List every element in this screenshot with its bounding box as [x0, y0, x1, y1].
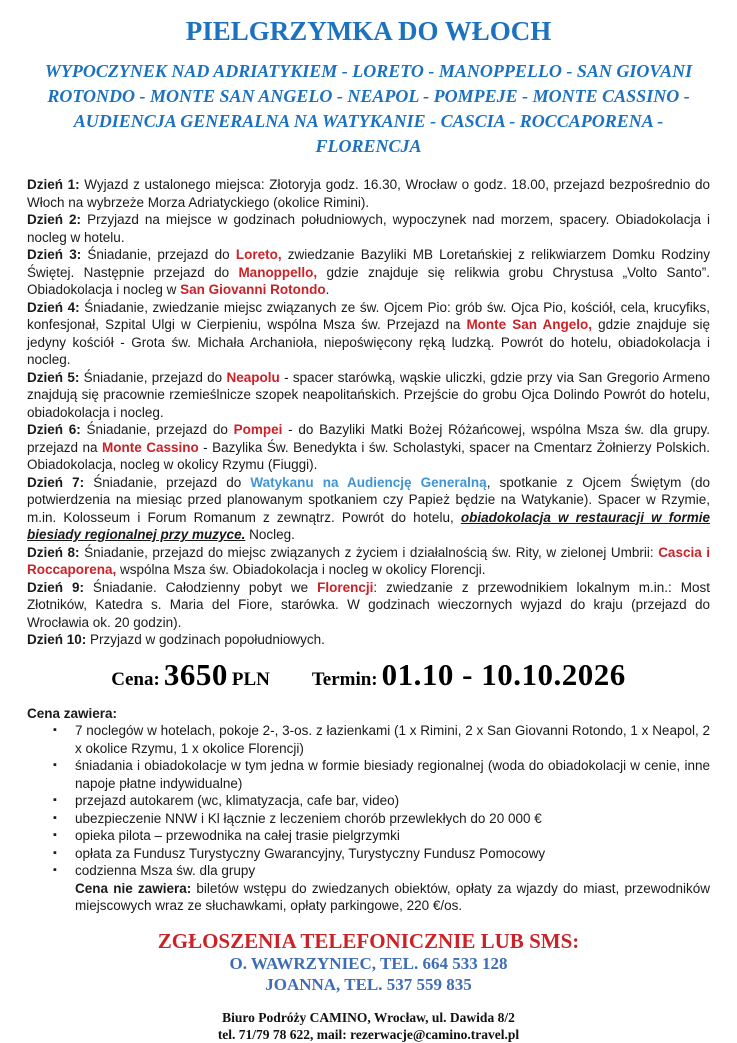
- day-text-segment: Monte Cassino: [101, 439, 199, 455]
- includes-item: ▪ opłata za Fundusz Turystyczny Gwarancyjny, Turystyczny Fundusz Pomocowy: [27, 845, 710, 863]
- day-text-segment: Nocleg.: [245, 527, 295, 542]
- day-text-segment: Florencji: [317, 579, 374, 595]
- excludes-text: biletów wstępu do zwiedzanych obiektów, opłaty za wjazdy do miast, przewodników miejscowych wraz ze słuchawkami, opłaty parkingowe, 220 €/os.: [75, 880, 710, 913]
- day-text-segment: obiadokolacja w restauracji w formie biesiady regionalnej przy muzyce.: [27, 509, 711, 542]
- day-text-segment: , spotkanie z Ojcem Świętym (do potwierdzenia na miesiąc przed planowanym spotkaniem czy Papież będzie na Watykanie). Spacer w Rzymie, m.in. Kolosseum i Forum Romanum z zewnątrz. Powrót do hotelu,: [27, 474, 710, 525]
- day-label: Dzień 5:: [27, 369, 80, 385]
- flyer-page: [0, 16, 737, 1040]
- day-label: Dzień 4:: [27, 299, 80, 315]
- itinerary-day-8: [27, 544, 710, 579]
- day-text-segment: zwiedzanie Bazyliki MB Loretańskiej z relikwiarzem Domku Rodziny Świętej. Następnie przejazd do: [27, 247, 710, 280]
- subtitle-line: ROTONDO - MONTE SAN ANGELO - NEAPOL - POMPEJE - MONTE CASSINO -: [47, 86, 690, 106]
- day-label: Dzień 6:: [27, 422, 81, 437]
- day-text-segment: Przyjazd na miejsce w godzinach południowych, wypoczynek nad morzem, spacery. Obiadokolacja i nocleg w hotelu.: [27, 212, 710, 245]
- excludes-label: Cena nie zawiera:: [75, 880, 192, 896]
- contact-heading: ZGŁOSZENIA TELEFONICZNIE LUB SMS:: [157, 928, 580, 953]
- day-text-segment: Śniadanie, przejazd do: [81, 247, 236, 262]
- itinerary-day-1: [27, 176, 710, 211]
- price-value: 3650: [163, 656, 228, 692]
- includes-item: ▪ 7 noclegów w hotelach, pokoje 2-, 3-os. z łazienkami (1 x Rimini, 2 x San Giovanni Rotondo, 1 x Neapol, 2 x okolice Rzymu, 1 x okolice Florencji): [27, 722, 710, 757]
- day-label: Dzień 2:: [27, 212, 82, 227]
- subtitle-line: AUDIENCJA GENERALNA NA WATYKANIE - CASCIA - ROCCAPORENA -: [73, 111, 664, 131]
- office-address: [27, 1009, 710, 1043]
- includes-item: ▪ ubezpieczenie NNW i Kl łącznie z leczeniem chorób przewlekłych do 20 000 €: [27, 810, 710, 828]
- price-currency: PLN: [231, 668, 270, 690]
- day-label: Dzień 10:: [27, 632, 87, 647]
- includes-item: ▪ codzienna Msza św. dla grupy: [27, 862, 710, 880]
- page-title: PIELGRZYMKA DO WŁOCH: [185, 16, 552, 46]
- office-address-line2: tel. 71/79 78 622, mail: rezerwacje@camino.travel.pl: [217, 1026, 520, 1042]
- day-text-segment: - do Bazyliki Matki Bożej Różańcowej, wspólna Msza św. dla grupy. przejazd na: [27, 422, 710, 455]
- day-text-segment: Śniadanie, przejazd do: [84, 474, 251, 490]
- itinerary-day-2: [27, 211, 710, 246]
- day-text-segment: Wyjazd z ustalonego miejsca: Złotoryja godz. 16.30, Wrocław o godz. 18.00, przejazd bezpośrednio do Włoch na wybrzeże Morza Adriatyckiego (okolice Rimini).: [27, 177, 711, 210]
- itinerary-day-7: [27, 474, 710, 544]
- day-text-segment: San Giovanni Rotondo: [180, 282, 326, 297]
- contact-phone-1: O. WAWRZYNIEC, TEL. 664 533 128: [229, 953, 508, 973]
- day-text-segment: gdzie znajduje się jedyny kościół - Grota św. Michała Archanioła, niepoświęcony ręką ludzką. Powrót do hotelu, obiadokolacja i nocleg.: [27, 317, 711, 367]
- footer: [27, 929, 710, 1043]
- day-text-segment: .: [325, 282, 330, 297]
- day-text-segment: Manoppello,: [238, 264, 318, 280]
- term-label: Termin:: [311, 668, 378, 690]
- itinerary-day-6: [27, 421, 710, 474]
- day-text-segment: Cascia i Roccaporena,: [27, 544, 710, 577]
- itinerary-day-4: [27, 299, 710, 369]
- subtitle: [27, 59, 710, 159]
- day-text-segment: Śniadanie, przejazd do: [80, 422, 234, 437]
- day-label: Dzień 3:: [27, 247, 82, 262]
- day-label: Dzień 7:: [27, 474, 85, 490]
- price-term-line: [27, 657, 710, 693]
- day-label: Dzień 9:: [27, 579, 84, 595]
- day-text-segment: Śniadanie, zwiedzanie miejsc związanych ze św. Ojcem Pio: grób św. Ojca Pio, kościół, cela, krucyfiks, konfesjonał, Szpital Ulgi w Cierpieniu, wspólna Msza św. Przejazd na: [27, 299, 710, 332]
- term-value: 01.10 - 10.10.2026: [381, 656, 626, 692]
- itinerary-section: [27, 176, 710, 649]
- day-text-segment: - spacer starówką, wąskie uliczki, gdzie przy via San Gregorio Armeno znajdują się pracownie rzemieślnicze szopek neapolitańskich. Przejście do grobu Ojca Dolindo Powrót do hotelu, obiadokolacja i nocleg.: [27, 369, 711, 420]
- itinerary-day-10: [27, 631, 710, 649]
- day-text-segment: Monte San Angelo,: [466, 317, 593, 332]
- includes-section: [27, 705, 710, 915]
- itinerary-day-3: [27, 246, 710, 299]
- day-text-segment: gdzie znajduje się relikwia grobu Chrystusa „Volto Santo”. Obiadokolacja i nocleg w: [27, 264, 711, 297]
- day-text-segment: Loreto,: [235, 247, 282, 262]
- day-text-segment: Neapolu: [226, 369, 280, 385]
- contact-phone-2: JOANNA, TEL. 537 559 835: [265, 974, 472, 994]
- day-text-segment: wspólna Msza św. Obiadokolacja i nocleg w okolicy Florencji.: [116, 562, 486, 577]
- day-text-segment: Śniadanie, przejazd do miejsc związanych z życiem i działalnością św. Rity, w zielonej Umbrii:: [79, 544, 659, 560]
- excludes-note: [75, 880, 710, 915]
- day-label: Dzień 1:: [27, 177, 80, 192]
- day-text-segment: - Bazylika Św. Benedykta i św. Scholastyki, spacer na Cmentarz Żołnierzy Polskich. Obiadokolacja, nocleg w okolicy Rzymu (Fiuggi).: [27, 439, 711, 472]
- includes-item: ▪ przejazd autokarem (wc, klimatyzacja, cafe bar, video): [27, 792, 710, 810]
- includes-item: ▪ opieka pilota – przewodnika na całej trasie pielgrzymki: [27, 827, 710, 845]
- includes-heading: Cena zawiera:: [27, 705, 118, 721]
- day-text-segment: Pompei: [233, 422, 283, 437]
- itinerary-day-9: [27, 579, 710, 632]
- price-label: Cena:: [111, 668, 160, 690]
- itinerary-day-5: [27, 369, 710, 422]
- day-text-segment: Śniadanie. Całodzienny pobyt we: [83, 579, 318, 595]
- includes-list: [27, 722, 710, 880]
- day-text-segment: Śniadanie, przejazd do: [79, 369, 227, 385]
- day-text-segment: Watykanu na Audiencję Generalną: [250, 474, 487, 490]
- day-label: Dzień 8:: [27, 544, 80, 560]
- day-text-segment: : zwiedzanie z przewodnikiem lokalnym m.in.: Most Złotników, Katedra s. Maria del Fiore, starówka. W godzinach wieczornych wyjazd do kraju (przejazd do Wrocławia ok. 20 godzin).: [27, 579, 710, 630]
- day-text-segment: Przyjazd w godzinach popołudniowych.: [86, 632, 325, 647]
- subtitle-line: WYPOCZYNEK NAD ADRIATYKIEM - LORETO - MANOPPELLO - SAN GIOVANI: [44, 61, 693, 81]
- subtitle-line: FLORENCJA: [315, 136, 422, 156]
- includes-item: ▪ śniadania i obiadokolacje w tym jedna w formie biesiady regionalnej (woda do obiadokolacji w cenie, inne napoje płatne indywidualne): [27, 757, 710, 792]
- office-address-line1: Biuro Podróży CAMINO, Wrocław, ul. Dawida 8/2: [222, 1009, 515, 1025]
